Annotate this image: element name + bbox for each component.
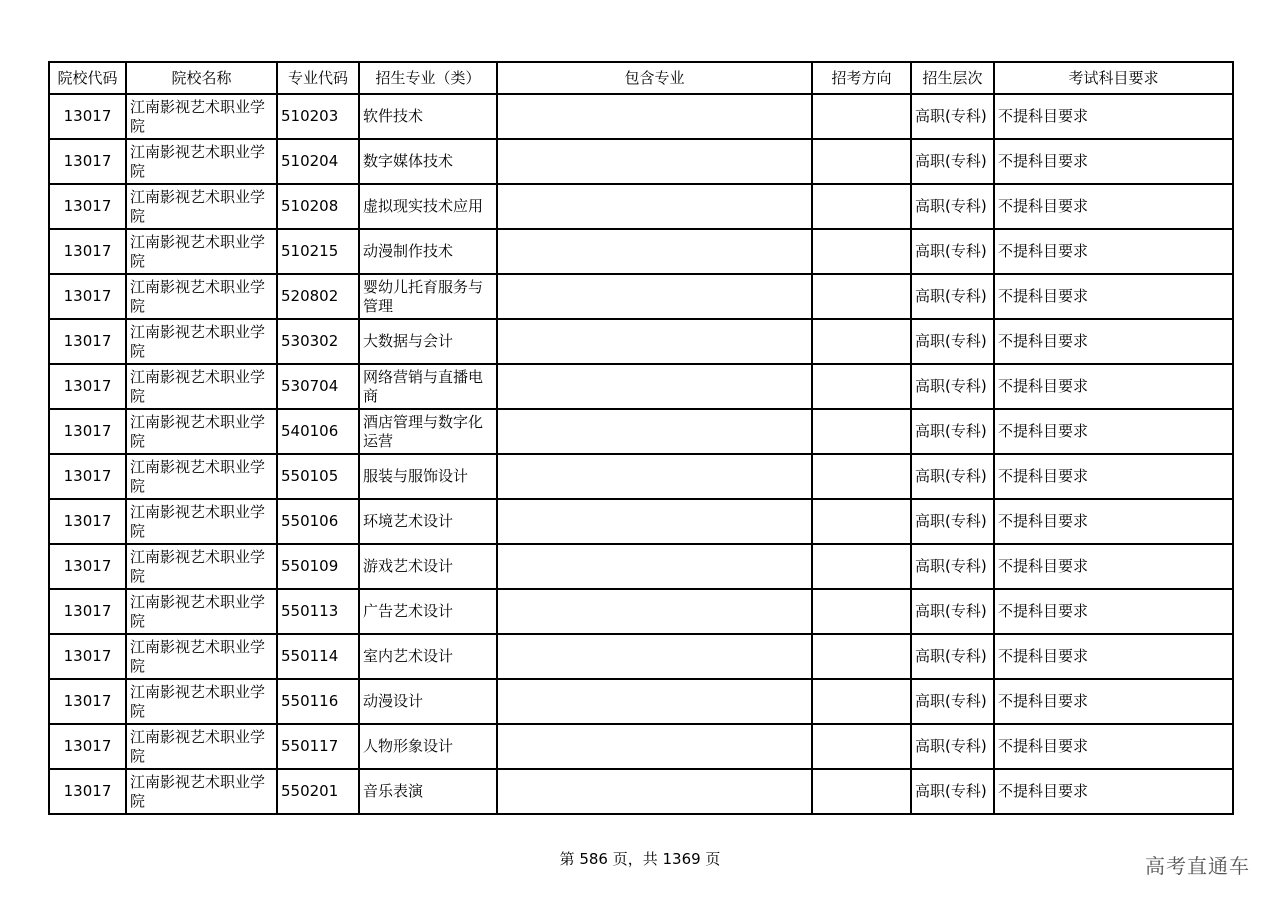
- table-row: [49, 544, 1233, 589]
- admissions-table: [48, 61, 1234, 815]
- table-row: [49, 319, 1233, 364]
- cell-requirement: 不提科目要求: [994, 679, 1233, 724]
- cell-school-name: 江南影视艺术职业学院: [126, 454, 277, 499]
- table-row: [49, 94, 1233, 139]
- cell-requirement: 不提科目要求: [994, 184, 1233, 229]
- cell-requirement: 不提科目要求: [994, 544, 1233, 589]
- header-school-name: 院校名称: [126, 62, 277, 94]
- cell-included-majors: [497, 544, 812, 589]
- cell-school-name: 江南影视艺术职业学院: [126, 409, 277, 454]
- header-included-majors: 包含专业: [497, 62, 812, 94]
- header-major-name: 招生专业（类）: [359, 62, 497, 94]
- cell-requirement: 不提科目要求: [994, 634, 1233, 679]
- cell-school-code: 13017: [49, 139, 126, 184]
- cell-requirement: 不提科目要求: [994, 319, 1233, 364]
- cell-school-code: 13017: [49, 94, 126, 139]
- cell-school-code: 13017: [49, 769, 126, 814]
- cell-school-name: 江南影视艺术职业学院: [126, 679, 277, 724]
- cell-direction: [812, 364, 911, 409]
- cell-major-name: 人物形象设计: [359, 724, 497, 769]
- cell-direction: [812, 634, 911, 679]
- cell-major-code: 510215: [277, 229, 359, 274]
- cell-school-name: 江南影视艺术职业学院: [126, 229, 277, 274]
- cell-major-name: 酒店管理与数字化运营: [359, 409, 497, 454]
- cell-major-name: 音乐表演: [359, 769, 497, 814]
- cell-level: 高职(专科): [911, 724, 994, 769]
- cell-included-majors: [497, 229, 812, 274]
- cell-school-code: 13017: [49, 724, 126, 769]
- cell-included-majors: [497, 634, 812, 679]
- cell-included-majors: [497, 94, 812, 139]
- cell-direction: [812, 319, 911, 364]
- cell-major-name: 动漫制作技术: [359, 229, 497, 274]
- cell-direction: [812, 724, 911, 769]
- table-row: [49, 589, 1233, 634]
- cell-major-name: 数字媒体技术: [359, 139, 497, 184]
- cell-school-code: 13017: [49, 274, 126, 319]
- cell-major-code: 550116: [277, 679, 359, 724]
- cell-included-majors: [497, 679, 812, 724]
- cell-school-name: 江南影视艺术职业学院: [126, 319, 277, 364]
- cell-school-name: 江南影视艺术职业学院: [126, 499, 277, 544]
- cell-included-majors: [497, 589, 812, 634]
- header-major-code: 专业代码: [277, 62, 359, 94]
- cell-major-name: 广告艺术设计: [359, 589, 497, 634]
- header-level: 招生层次: [911, 62, 994, 94]
- cell-requirement: 不提科目要求: [994, 589, 1233, 634]
- cell-included-majors: [497, 499, 812, 544]
- cell-direction: [812, 544, 911, 589]
- cell-level: 高职(专科): [911, 409, 994, 454]
- cell-level: 高职(专科): [911, 319, 994, 364]
- cell-major-code: 550105: [277, 454, 359, 499]
- cell-level: 高职(专科): [911, 589, 994, 634]
- table-row: [49, 409, 1233, 454]
- cell-school-code: 13017: [49, 319, 126, 364]
- cell-major-code: 520802: [277, 274, 359, 319]
- table-row: [49, 184, 1233, 229]
- cell-requirement: 不提科目要求: [994, 409, 1233, 454]
- cell-school-code: 13017: [49, 589, 126, 634]
- cell-major-name: 服装与服饰设计: [359, 454, 497, 499]
- cell-school-name: 江南影视艺术职业学院: [126, 274, 277, 319]
- cell-included-majors: [497, 769, 812, 814]
- cell-included-majors: [497, 184, 812, 229]
- table-row: [49, 364, 1233, 409]
- cell-school-name: 江南影视艺术职业学院: [126, 634, 277, 679]
- table-row: [49, 139, 1233, 184]
- cell-level: 高职(专科): [911, 454, 994, 499]
- cell-requirement: 不提科目要求: [994, 499, 1233, 544]
- cell-school-code: 13017: [49, 544, 126, 589]
- cell-major-code: 510203: [277, 94, 359, 139]
- cell-major-name: 环境艺术设计: [359, 499, 497, 544]
- cell-direction: [812, 184, 911, 229]
- table-row: [49, 454, 1233, 499]
- cell-level: 高职(专科): [911, 544, 994, 589]
- cell-school-code: 13017: [49, 634, 126, 679]
- cell-included-majors: [497, 319, 812, 364]
- cell-school-name: 江南影视艺术职业学院: [126, 94, 277, 139]
- watermark: 高考直通车: [1145, 854, 1250, 878]
- cell-school-name: 江南影视艺术职业学院: [126, 724, 277, 769]
- table-body: [49, 94, 1233, 814]
- cell-school-code: 13017: [49, 679, 126, 724]
- cell-included-majors: [497, 409, 812, 454]
- cell-direction: [812, 274, 911, 319]
- cell-school-name: 江南影视艺术职业学院: [126, 589, 277, 634]
- cell-requirement: 不提科目要求: [994, 724, 1233, 769]
- cell-major-code: 530704: [277, 364, 359, 409]
- cell-requirement: 不提科目要求: [994, 229, 1233, 274]
- cell-school-name: 江南影视艺术职业学院: [126, 769, 277, 814]
- cell-major-code: 550114: [277, 634, 359, 679]
- cell-requirement: 不提科目要求: [994, 139, 1233, 184]
- cell-level: 高职(专科): [911, 499, 994, 544]
- cell-level: 高职(专科): [911, 679, 994, 724]
- cell-major-name: 婴幼儿托育服务与管理: [359, 274, 497, 319]
- cell-direction: [812, 409, 911, 454]
- cell-school-name: 江南影视艺术职业学院: [126, 139, 277, 184]
- cell-direction: [812, 454, 911, 499]
- table-row: [49, 679, 1233, 724]
- header-direction: 招考方向: [812, 62, 911, 94]
- cell-school-code: 13017: [49, 184, 126, 229]
- cell-direction: [812, 94, 911, 139]
- cell-included-majors: [497, 454, 812, 499]
- header-school-code: 院校代码: [49, 62, 126, 94]
- cell-level: 高职(专科): [911, 634, 994, 679]
- table-row: [49, 274, 1233, 319]
- cell-direction: [812, 769, 911, 814]
- cell-school-code: 13017: [49, 364, 126, 409]
- table-row: [49, 769, 1233, 814]
- cell-included-majors: [497, 724, 812, 769]
- cell-level: 高职(专科): [911, 364, 994, 409]
- cell-school-name: 江南影视艺术职业学院: [126, 184, 277, 229]
- cell-major-name: 室内艺术设计: [359, 634, 497, 679]
- cell-major-code: 510204: [277, 139, 359, 184]
- cell-major-code: 530302: [277, 319, 359, 364]
- cell-direction: [812, 589, 911, 634]
- cell-school-code: 13017: [49, 454, 126, 499]
- cell-major-name: 网络营销与直播电商: [359, 364, 497, 409]
- cell-requirement: 不提科目要求: [994, 769, 1233, 814]
- cell-level: 高职(专科): [911, 184, 994, 229]
- cell-school-name: 江南影视艺术职业学院: [126, 364, 277, 409]
- cell-major-code: 550113: [277, 589, 359, 634]
- cell-school-code: 13017: [49, 499, 126, 544]
- cell-requirement: 不提科目要求: [994, 364, 1233, 409]
- cell-included-majors: [497, 139, 812, 184]
- cell-included-majors: [497, 364, 812, 409]
- cell-level: 高职(专科): [911, 139, 994, 184]
- table-row: [49, 229, 1233, 274]
- cell-major-name: 游戏艺术设计: [359, 544, 497, 589]
- cell-major-name: 虚拟现实技术应用: [359, 184, 497, 229]
- cell-direction: [812, 679, 911, 724]
- cell-major-code: 550117: [277, 724, 359, 769]
- table-header-row: [49, 62, 1233, 94]
- cell-major-code: 510208: [277, 184, 359, 229]
- cell-school-name: 江南影视艺术职业学院: [126, 544, 277, 589]
- cell-requirement: 不提科目要求: [994, 274, 1233, 319]
- cell-school-code: 13017: [49, 409, 126, 454]
- cell-school-code: 13017: [49, 229, 126, 274]
- cell-requirement: 不提科目要求: [994, 454, 1233, 499]
- table-row: [49, 634, 1233, 679]
- page-number: 第 586 页，共 1369 页: [559, 850, 721, 868]
- cell-major-name: 软件技术: [359, 94, 497, 139]
- cell-level: 高职(专科): [911, 94, 994, 139]
- cell-direction: [812, 499, 911, 544]
- cell-major-name: 动漫设计: [359, 679, 497, 724]
- cell-major-code: 550106: [277, 499, 359, 544]
- table-row: [49, 499, 1233, 544]
- cell-major-code: 550109: [277, 544, 359, 589]
- cell-direction: [812, 139, 911, 184]
- cell-included-majors: [497, 274, 812, 319]
- cell-requirement: 不提科目要求: [994, 94, 1233, 139]
- cell-level: 高职(专科): [911, 769, 994, 814]
- cell-level: 高职(专科): [911, 274, 994, 319]
- cell-direction: [812, 229, 911, 274]
- cell-major-code: 540106: [277, 409, 359, 454]
- cell-level: 高职(专科): [911, 229, 994, 274]
- cell-major-name: 大数据与会计: [359, 319, 497, 364]
- cell-major-code: 550201: [277, 769, 359, 814]
- table-row: [49, 724, 1233, 769]
- header-requirement: 考试科目要求: [994, 62, 1233, 94]
